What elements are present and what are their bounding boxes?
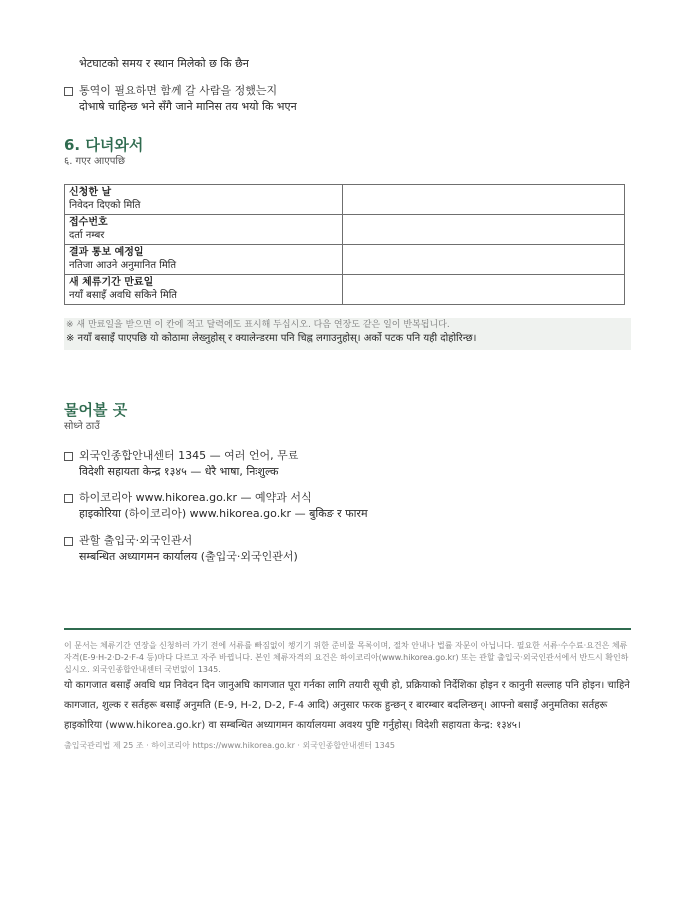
record-table	[64, 184, 625, 305]
table-note	[64, 318, 631, 350]
disclaimer-ne: यो कागजात बसाइँ अवधि थप्न निवेदन दिन जानुअघि कागजात पूरा गर्नका लागि तयारी सूची हो, प्रक्रियाको निर्देशिका होइन र कानुनी सल्लाह पनि होइन। चाहिने कागजात, शुल्क र सर्तहरू बसाइँ अनुमति (E-9, H-2, D-2, F-4 आदि) अनुसार फरक हुन्छन् र बारम्बार बदलिन्छन्। आफ्नो बसाइँ अनुमतिका सर्तहरू हाइकोरिया (www.hikorea.go.kr) वा सम्बन्धित अध्यागमन कार्यालयमा अवश्य पुष्टि गर्नुहोस्। विदेशी सहायता केन्द्र: १३४५।	[64, 680, 630, 731]
contact-item[interactable]	[64, 533, 639, 565]
table-row	[65, 245, 625, 275]
contacts-title: 물어볼 곳	[64, 401, 128, 419]
item-text-ko: 통역이 필요하면 함께 갈 사람을 정했는지	[79, 84, 278, 97]
row-label	[65, 185, 343, 215]
section-title: 6. 다녀와서	[64, 136, 144, 154]
contact-item[interactable]	[64, 448, 639, 480]
label-ko: 신청한 날	[69, 187, 112, 198]
contact-ne: विदेशी सहायता केन्द्र १३४५ — धेरै भाषा, निःशुल्क	[79, 465, 279, 478]
footer-disclaimer	[64, 640, 631, 752]
entry-field-new-expiry-date[interactable]	[343, 275, 625, 305]
contact-ko: 외국인종합안내센터 1345 — 여러 언어, 무료	[79, 449, 299, 462]
contacts-subtitle: सोध्ने ठाउँ	[64, 421, 100, 432]
label-ne: नयाँ बसाइँ अवधि सकिने मिति	[69, 290, 178, 301]
prev-item-continuation: भेटघाटको समय र स्थान मिलेको छ कि छैन	[79, 57, 249, 70]
contact-ko: 하이코리아 www.hikorea.go.kr — 예약과 서식	[79, 491, 312, 504]
row-label	[65, 275, 343, 305]
contact-ne: सम्बन्धित अध्यागमन कार्यालय (출입국·외국인관서)	[79, 550, 298, 563]
label-ne: नतिजा आउने अनुमानित मिति	[69, 260, 177, 271]
entry-field-result-date[interactable]	[343, 245, 625, 275]
entry-field-receipt-number[interactable]	[343, 215, 625, 245]
row-label	[65, 245, 343, 275]
contact-item[interactable]	[64, 490, 639, 522]
table-row	[65, 185, 625, 215]
checkbox[interactable]	[64, 452, 73, 461]
footer-divider	[64, 628, 631, 630]
contact-ko: 관할 출입국·외국인관서	[79, 534, 193, 547]
table-row	[65, 275, 625, 305]
checkbox[interactable]	[64, 87, 73, 96]
note-ne: ※ नयाँ बसाइँ पाएपछि यो कोठामा लेख्नुहोस् र क्यालेन्डरमा पनि चिह्न लगाउनुहोस्। अर्को पटक पनि यही दोहोरिन्छ।	[66, 333, 477, 344]
section-6-header	[64, 135, 143, 169]
disclaimer-ko: 이 문서는 체류기간 연장을 신청하러 가기 전에 서류를 빠짐없이 챙기기 위한 준비물 목록이며, 절차 안내나 법률 자문이 아닙니다. 필요한 서류·수수료·요건은 체류자격(E-9·H-2·D-2·F-4 등)마다 다르고 자주 바뀝니다. 본인 체류자격의 요건은 하이코리아(www.hikorea.go.kr) 또는 관할 출입국·외국인관서에서 반드시 확인하십시오. 외국인종합안내센터 국번없이 1345.	[64, 641, 629, 674]
item-text-ne: दोभाषे चाहिन्छ भने सँगै जाने मानिस तय भयो कि भएन	[79, 100, 297, 113]
contact-ne: हाइकोरिया (하이코리아) www.hikorea.go.kr — बुकिङ र फारम	[79, 507, 368, 520]
label-ko: 새 체류기간 만료일	[69, 277, 154, 288]
label-ko: 접수번호	[69, 217, 108, 228]
legal-source: 출입국관리법 제 25 조 · 하이코리아 https://www.hikorea.go.kr · 외국인종합안내센터 1345	[64, 741, 395, 750]
label-ne: निवेदन दिएको मिति	[69, 200, 141, 211]
label-ko: 결과 통보 예정일	[69, 247, 144, 258]
label-ne: दर्ता नम्बर	[69, 230, 105, 241]
section-subtitle: ६. गएर आएपछि	[64, 156, 126, 167]
contacts-header	[64, 400, 127, 434]
checkbox[interactable]	[64, 494, 73, 503]
note-ko: ※ 새 만료일을 받으면 이 칸에 적고 달력에도 표시해 두십시오. 다음 연장도 같은 일이 반복됩니다.	[66, 320, 450, 330]
row-label	[65, 215, 343, 245]
entry-field-application-date[interactable]	[343, 185, 625, 215]
checklist-item-interpreter[interactable]	[64, 83, 639, 115]
table-row	[65, 215, 625, 245]
checkbox[interactable]	[64, 537, 73, 546]
